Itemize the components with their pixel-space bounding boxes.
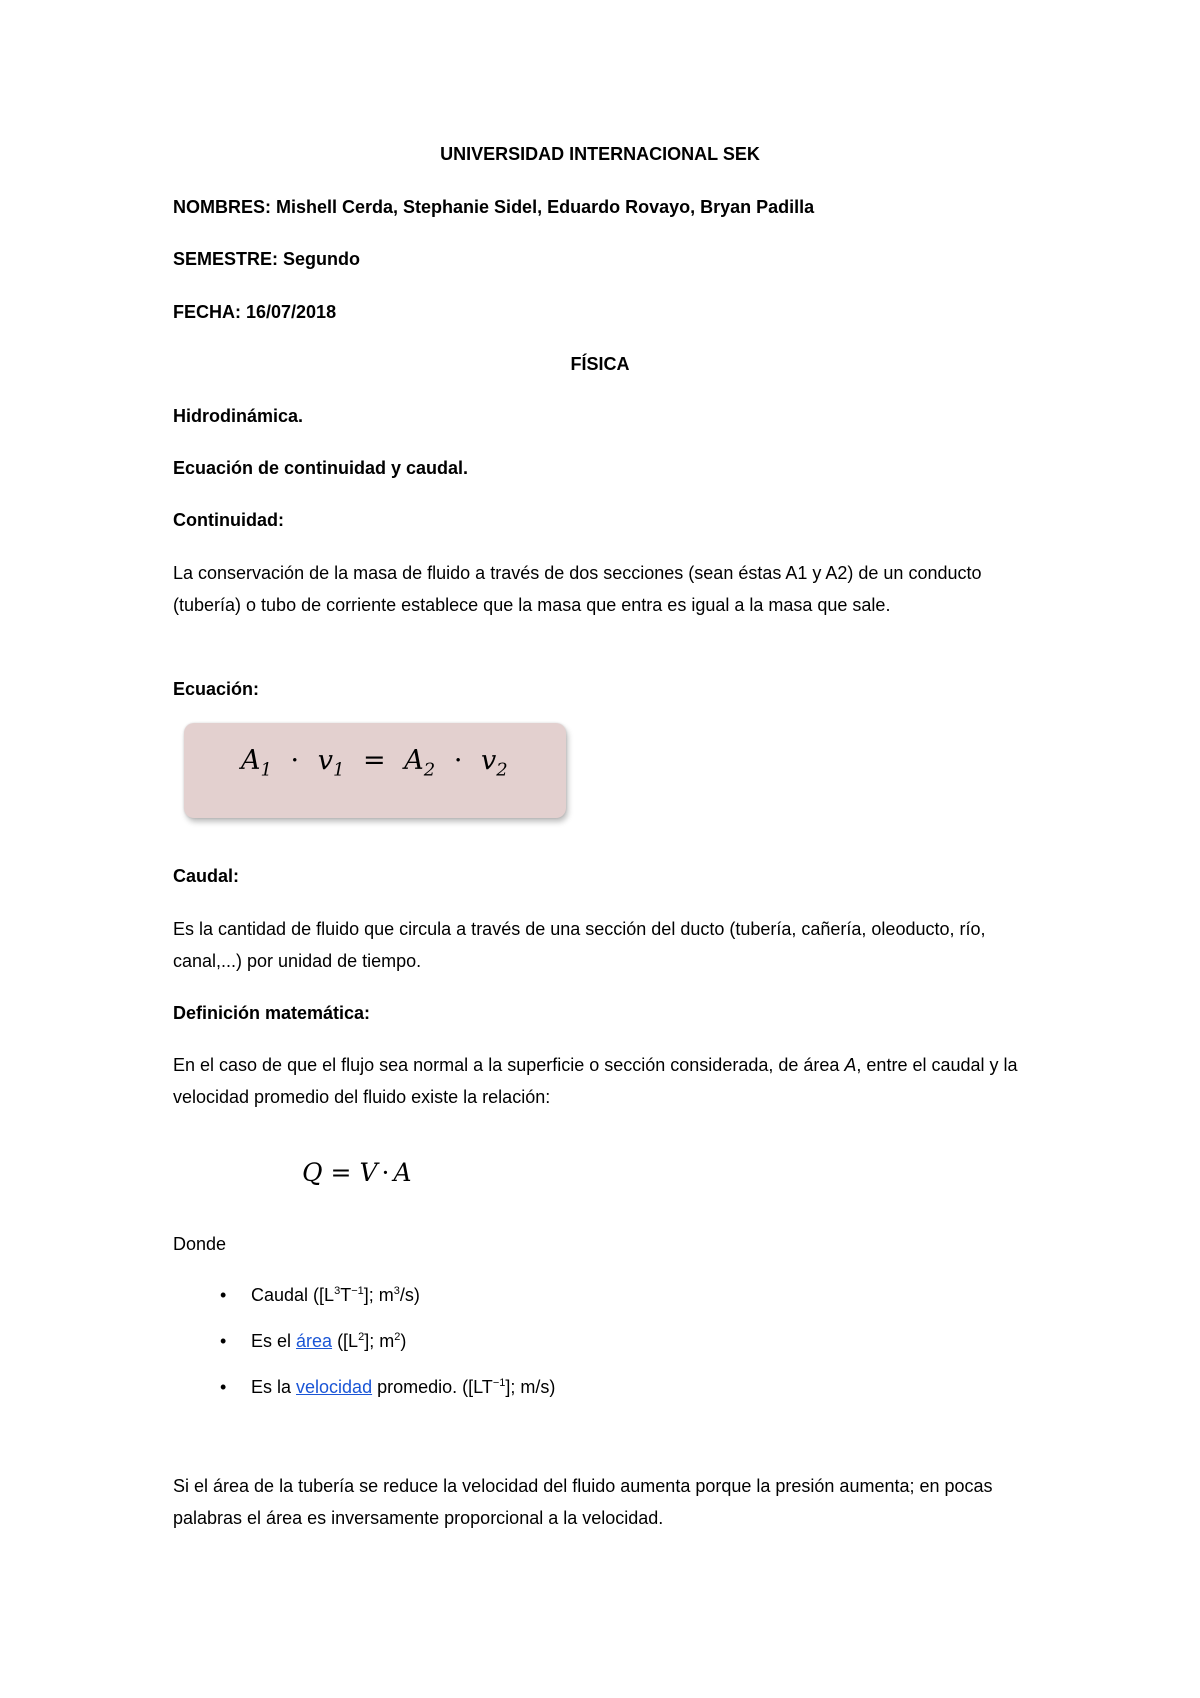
continuity-paragraph: La conservación de la masa de fluido a través de dos secciones (sean éstas A1 y A2) de un conducto (tubería) o tubo de corriente establece que la masa que entra es igual a la masa que sale.	[173, 563, 982, 615]
continuity-heading: Continuidad:	[173, 510, 284, 530]
date-line: FECHA: 16/07/2018	[173, 302, 337, 322]
semester-line: SEMESTRE: Segundo	[173, 249, 361, 269]
list-item-text: Caudal ($[L^3T^{-1}]$; $m^3/s$)	[251, 1285, 420, 1305]
conclusion-paragraph: Si el área de la tubería se reduce la velocidad del fluido aumenta porque la presión aumenta; en pocas palabras el área es inversamente proporcional a la velocidad.	[173, 1476, 993, 1528]
variables-list	[0, 1279, 1200, 1417]
definition-paragraph: En el caso de que el flujo sea normal a la superficie o sección considerada, de área A, entre el caudal y la velocidad promedio del fluido existe la relación:	[173, 1055, 1018, 1107]
list-item	[0, 1279, 1200, 1325]
list-item	[0, 1325, 1200, 1371]
caudal-paragraph: Es la cantidad de fluido que circula a través de una sección del ducto (tubería, cañería, oleoducto, río, canal,...) por unidad de tiempo.	[173, 919, 986, 971]
definition-heading: Definición matemática:	[173, 1003, 371, 1023]
topic-heading: Hidrodinámica.	[173, 406, 304, 426]
flow-equation: Q = V · A	[302, 1158, 412, 1187]
bullet-icon: •	[220, 1377, 227, 1397]
university-heading: UNIVERSIDAD INTERNACIONAL SEK	[440, 144, 760, 164]
names-line: NOMBRES: Mishell Cerda, Stephanie Sidel, Eduardo Rovayo, Bryan Padilla	[173, 197, 815, 217]
bullet-icon: •	[220, 1285, 227, 1305]
subject-heading: FÍSICA	[570, 354, 630, 374]
where-label: Donde	[173, 1234, 227, 1254]
list-item-text: Es la velocidad promedio. ($[LT^{-1}]$; m/s)	[251, 1377, 556, 1397]
bullet-icon: •	[220, 1331, 227, 1351]
area-link[interactable]: área	[296, 1331, 333, 1351]
equation-label: Ecuación:	[173, 679, 260, 699]
list-item-text: Es el área ($[L^2]$; $m^2$)	[251, 1331, 407, 1351]
velocity-link[interactable]: velocidad	[296, 1377, 373, 1397]
list-item	[0, 1371, 1200, 1417]
continuity-equation: $A_1 \cdot v_1 = A_2 \cdot v_2$	[241, 745, 508, 781]
section-heading: Ecuación de continuidad y caudal.	[173, 458, 469, 478]
caudal-heading: Caudal:	[173, 866, 240, 886]
